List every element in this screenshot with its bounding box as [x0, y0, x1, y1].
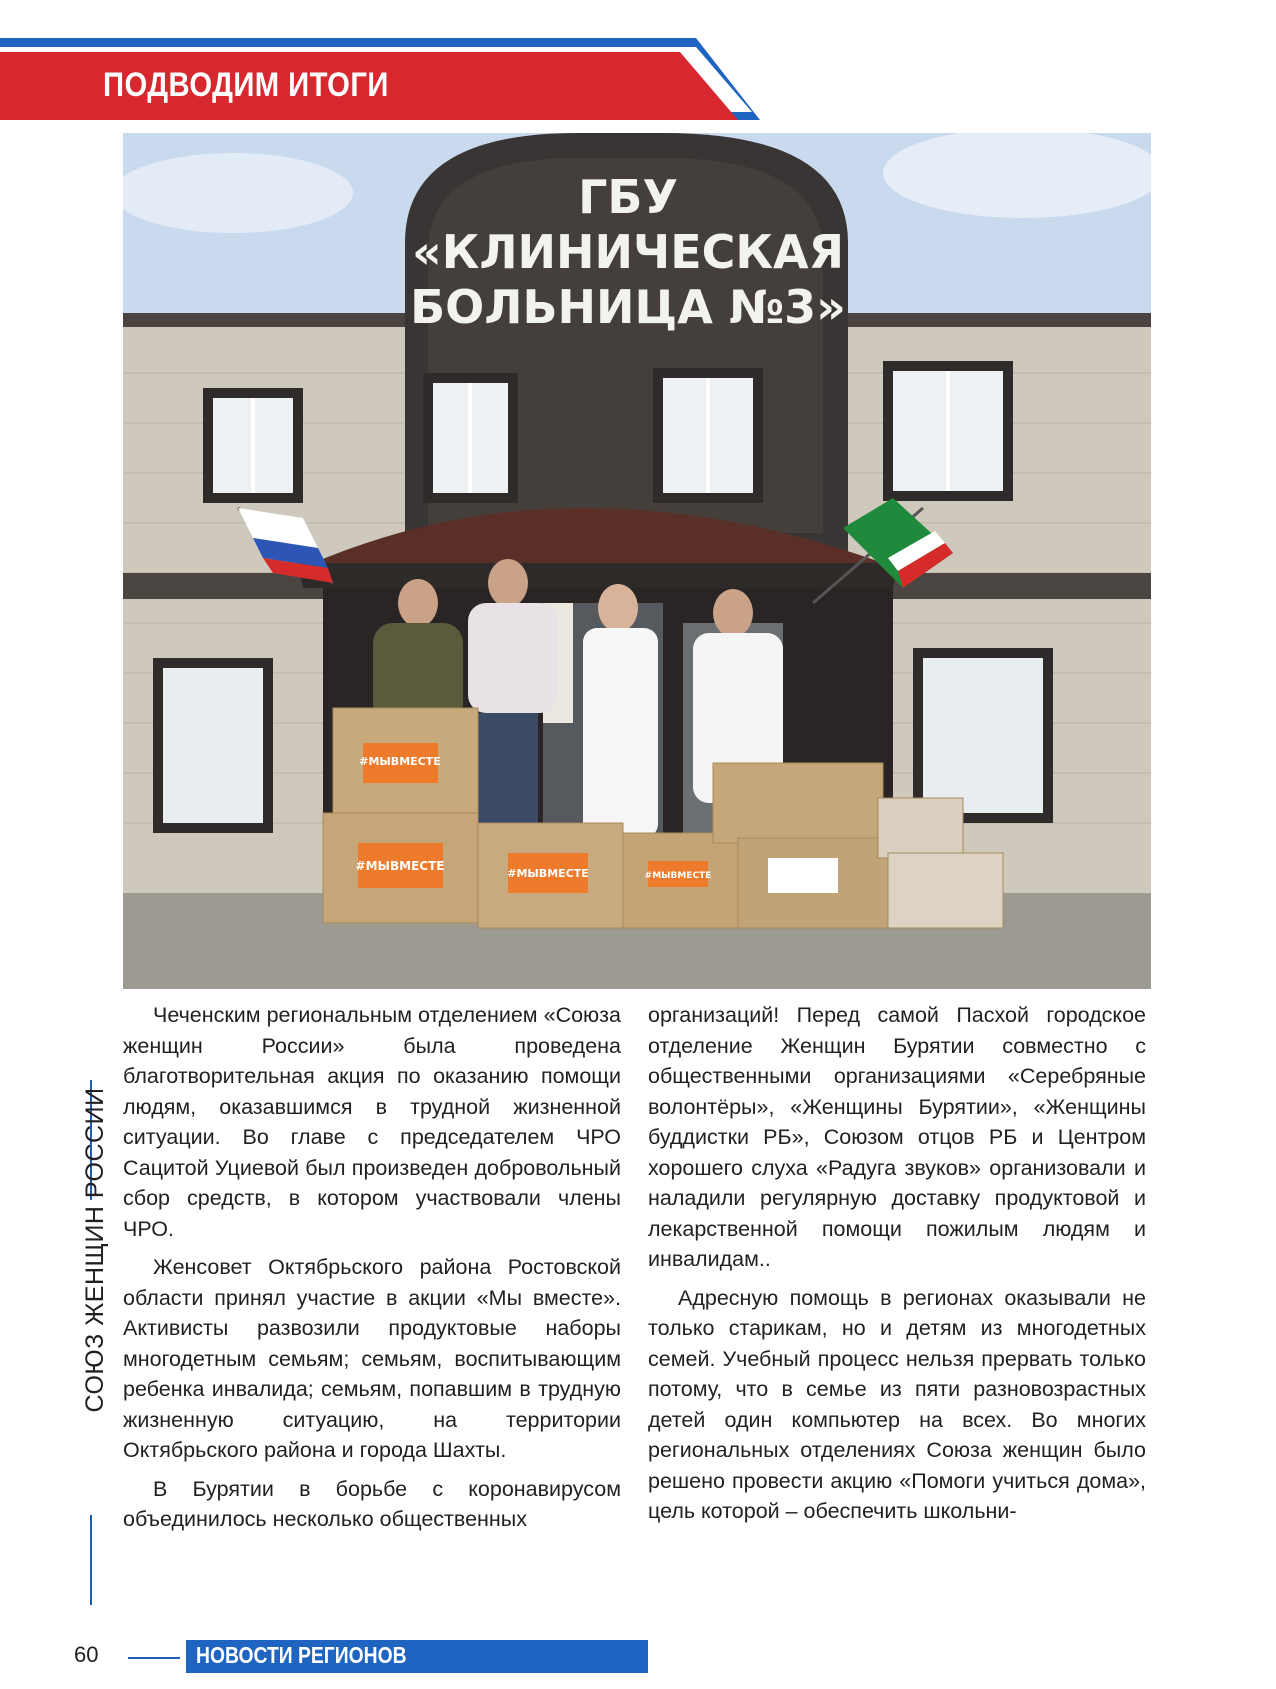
article-left-column	[123, 1000, 621, 1543]
sign-line-2: «КЛИНИЧЕСКАЯ	[412, 225, 844, 279]
paragraph: В Бурятии в борьбе с коронавирусом объединилось несколько общественных	[123, 1476, 621, 1531]
footer-section-title: НОВОСТИ РЕГИОНОВ	[196, 1642, 407, 1668]
side-caption: СОЮЗ ЖЕНЩИН РОССИИ	[81, 1087, 109, 1413]
box-label-2: #МЫВМЕСТЕ	[355, 859, 445, 873]
page-number: 60	[74, 1642, 99, 1667]
paragraph: организаций! Перед самой Пасхой городское отделение Женщин Бурятии совместно с общественными организациями «Серебряные волонтёры», «Женщины Бурятии», «Женщины буддистки РБ», Союзом отцов РБ и Центром хорошего слуха «Радуга звуков» организовали и наладили регулярную доставку продуктовой и лекарственной помощи пожилым людям и инвалидам..	[648, 1003, 1146, 1271]
box-label-1: #МЫВМЕСТЕ	[359, 755, 441, 768]
sign-line-1: ГБУ	[578, 170, 678, 224]
footer-bar	[186, 1640, 648, 1673]
paragraph: Адресную помощь в регионах оказывали не только старикам, но и детям из многодетных семей. Учебный процесс нельзя прервать только потому, что в семье из пяти разновозрастных детей один компьютер на всех. Во многих региональных отделениях Союза женщин было решено провести акцию «Помоги учиться дома», цель которой – обеспечить школьни-	[648, 1285, 1146, 1523]
top-banner	[0, 0, 760, 120]
box-label-3: #МЫВМЕСТЕ	[507, 867, 589, 880]
side-divider-bottom	[90, 1515, 92, 1605]
paragraph: Чеченским региональным отделением «Союза женщин России» была проведена благотворительная акция по оказанию помощи людям, оказавшимся в трудной жизненной ситуации. Во главе с председателем ЧРО Сацитой Уциевой был произведен добровольный сбор средств, в котором участвовали члены ЧРО.	[123, 1003, 621, 1241]
box-label-4: #МЫВМЕСТЕ	[644, 871, 712, 881]
hospital-photo	[123, 133, 1151, 989]
section-title: ПОДВОДИМ ИТОГИ	[103, 66, 389, 104]
sign-line-3: БОЛЬНИЦА №3»	[410, 280, 846, 334]
paragraph: Женсовет Октябрьского района Ростовской области принял участие в акции «Мы вместе». Активисты развозили продуктовые наборы многодетным семьям; семьям, воспитывающим ребенка инвалида; семьям, попавшим в трудную жизненную ситуацию, на территории Октябрьского района и города Шахты.	[123, 1255, 621, 1462]
article-right-column	[648, 1000, 1146, 1535]
footer-divider	[128, 1657, 180, 1659]
